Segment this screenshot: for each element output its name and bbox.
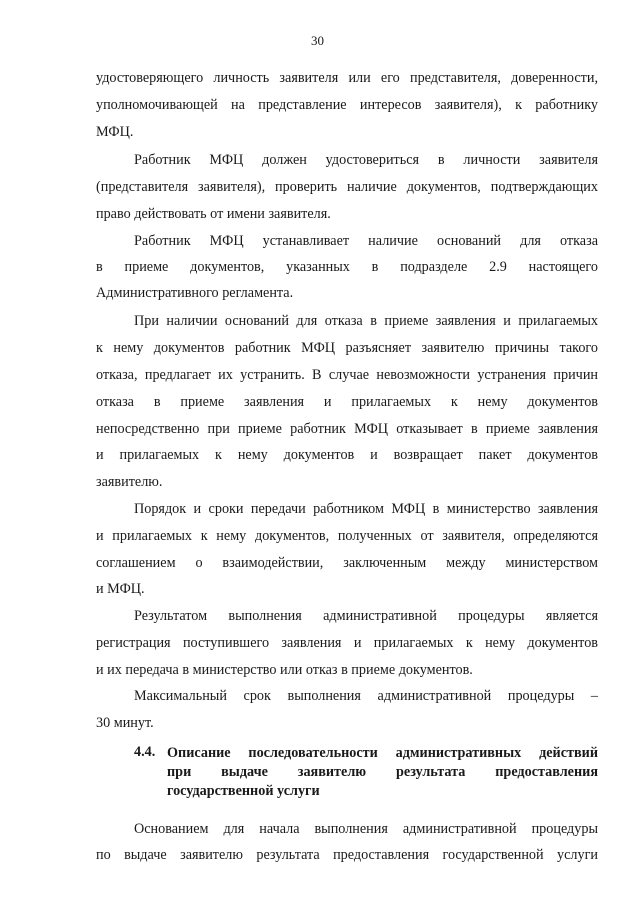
text-line: и их передача в министерство или отказ в приеме документов.	[96, 662, 473, 678]
text-line: Основанием для начала выполнения административной процедуры	[134, 821, 598, 837]
text-line: к нему документов работник МФЦ разъясняет заявителю причины такого	[96, 340, 598, 356]
text-line: 30 минут.	[96, 715, 154, 731]
text-line: Максимальный срок выполнения административной процедуры –	[134, 688, 598, 704]
text-line: уполномочивающей на представление интересов заявителя), к работнику	[96, 97, 598, 113]
section-heading-line: при выдаче заявителю результата предоставления	[167, 764, 598, 780]
text-line: Работник МФЦ устанавливает наличие оснований для отказа	[134, 233, 598, 249]
section-number: 4.4.	[134, 744, 156, 760]
text-line: отказа, предлагает их устранить. В случае невозможности устранения причин	[96, 367, 598, 383]
text-line: (представителя заявителя), проверить наличие документов, подтверждающих	[96, 179, 598, 195]
text-line: и прилагаемых к нему документов, полученных от заявителя, определяются	[96, 528, 598, 544]
text-line: в приеме документов, указанных в подразделе 2.9 настоящего	[96, 259, 598, 275]
text-line: непосредственно при приеме работник МФЦ отказывает в приеме заявления	[96, 421, 598, 437]
text-line: Результатом выполнения административной процедуры является	[134, 608, 598, 624]
section-heading-line: Описание последовательности административных действий	[167, 745, 598, 761]
text-line: отказа в приеме заявления и прилагаемых к нему документов	[96, 394, 598, 410]
text-line: МФЦ.	[96, 124, 134, 140]
page-number: 30	[311, 33, 324, 48]
text-line: удостоверяющего личность заявителя или его представителя, доверенности,	[96, 70, 598, 86]
text-line: заявителю.	[96, 474, 163, 490]
text-line: При наличии оснований для отказа в приеме заявления и прилагаемых	[134, 313, 598, 329]
text-line: Административного регламента.	[96, 285, 294, 301]
text-line: Работник МФЦ должен удостовериться в личности заявителя	[134, 152, 598, 168]
text-line: Порядок и сроки передачи работником МФЦ в министерство заявления	[134, 501, 598, 517]
text-line: и прилагаемых к нему документов и возвращает пакет документов	[96, 447, 598, 463]
text-line: соглашением о взаимодействии, заключенным между министерством	[96, 555, 598, 571]
text-line: и МФЦ.	[96, 581, 145, 597]
text-line: право действовать от имени заявителя.	[96, 206, 331, 222]
text-line: по выдаче заявителю результата предоставления государственной услуги	[96, 847, 598, 863]
text-line: регистрация поступившего заявления и прилагаемых к нему документов	[96, 635, 598, 651]
section-heading-line: государственной услуги	[167, 783, 320, 799]
